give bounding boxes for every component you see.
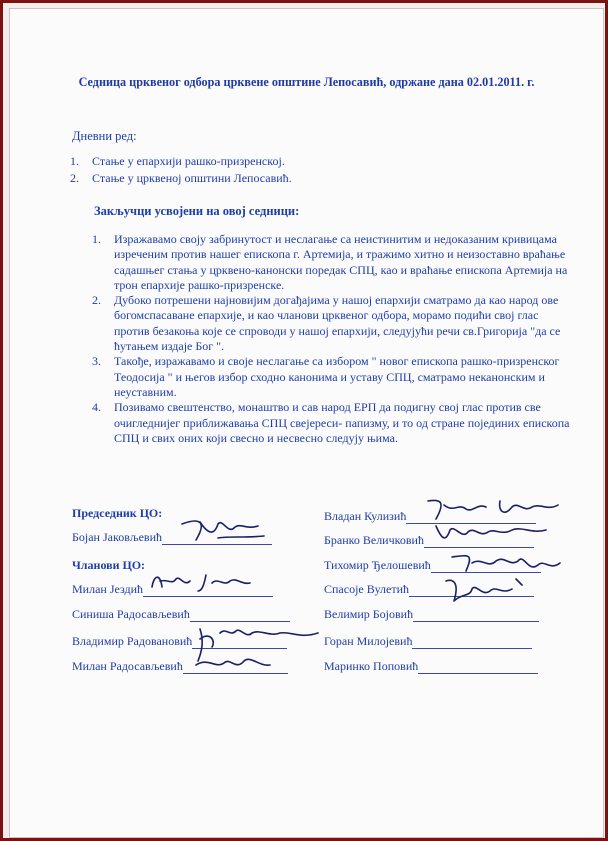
agenda-item [70,153,292,170]
signature-line [72,659,288,674]
signature-underline [183,663,288,674]
agenda-list [70,153,292,187]
signatory-name: Милан Радосављевић [72,659,183,673]
signatory-name: Спасоје Вулетић [324,582,410,596]
conclusion-item [92,400,572,446]
signatory-name: Милан Јездић [72,582,144,596]
members-label: Чланови ЦО: [72,558,146,572]
signature-underline [418,663,538,674]
conclusion-number: 2. [92,293,101,308]
signature-line [324,509,536,524]
signatory-name: Бојан Јаковљевић [72,530,162,544]
signatory-name: Бранко Величковић [324,533,424,547]
signature-underline [424,537,534,548]
document-sheet [9,8,604,838]
signature-underline [409,586,534,597]
signature-underline [162,534,272,545]
signature-underline [413,611,539,622]
conclusion-item [92,354,572,400]
signatory-name: Владан Кулизић [324,509,407,523]
conclusions-list [92,232,572,446]
signature-underline [406,513,536,524]
conclusion-text: Позивамо свештенство, монаштво и сав народ ЕРП да подигну свој глас против све очигледнијег приближавања СПЦ свејереси- папизму, и то од стране појединих епископа СПЦ и свих оних који свесно и несвесно следују њима. [114,400,570,445]
agenda-item [70,170,292,187]
conclusion-number: 1. [92,232,101,246]
signature-underline [143,586,273,597]
signature-line [324,582,534,597]
conclusion-text: Такође, изражавамо и своје неслагање са избором " новог епископа рашко-призренског Теодосија " и његов избор сходно канонима и уставу СПЦ, сматрамо неканонским и неуставним. [114,354,560,399]
president-label: Председник ЦО: [72,506,163,520]
agenda-item-number: 2. [70,171,79,185]
document-title: Седница црквеног одбора црквене општине Лепосавић, одржане дана 02.01.2011. г. [78,75,535,89]
signature-line [324,533,534,548]
signatory-name: Маринко Поповић [324,659,419,673]
signatory-name: Синиша Радосављевић [72,607,190,621]
signature-line [72,607,290,622]
signature-line [324,659,538,674]
signature-line [72,634,287,649]
conclusion-number: 3. [92,354,101,369]
signatory-name: Велимир Бојовић [324,607,414,621]
signature-line [324,607,539,622]
conclusion-text: Изражавамо своју забринутост и неслагање са неистинитим и недоказаним кривицама изреченим против нашег епископа г. Артемија, и тражимо хитно и неизоставно враћање садашњег стања у црквено-канонски поредак СПЦ, као и враћање епископа Артемија на трон епархије рашко-призренске. [114,232,568,292]
conclusion-text: Дубоко потрешени најновијим догађајима у нашој епархији сматрамо да као народ ове богомспасаване епархије, и као чланови црквеног одбора, морамо подићи свој глас против безакоња које се спроводи у нашој епархији, следујући речи св.Григорија "да се ћутањем издаје Бог ". [114,293,561,354]
conclusion-item [92,232,572,293]
signatory-name: Тихомир Ђелошевић [324,558,431,572]
signatory-name: Владимир Радовановић [72,634,193,648]
signature-underline [190,611,290,622]
signatory-name: Горан Милојевић [324,634,413,648]
conclusion-item [92,293,572,354]
conclusion-number: 4. [92,400,101,415]
agenda-item-text: Стање у епархији рашко-призренској. [92,154,285,168]
signature-line [324,558,541,573]
signature-line [72,582,273,597]
signature-underline [431,562,541,573]
agenda-item-text: Стање у црквеној општини Лепосавић. [92,171,292,185]
signature-line [72,530,272,545]
agenda-label: Дневни ред: [72,129,137,143]
signature-line [324,634,532,649]
signature-underline [192,638,287,649]
conclusions-title: Закључци усвојени на овој седници: [94,204,300,218]
signature-underline [412,638,532,649]
agenda-item-number: 1. [70,154,79,168]
